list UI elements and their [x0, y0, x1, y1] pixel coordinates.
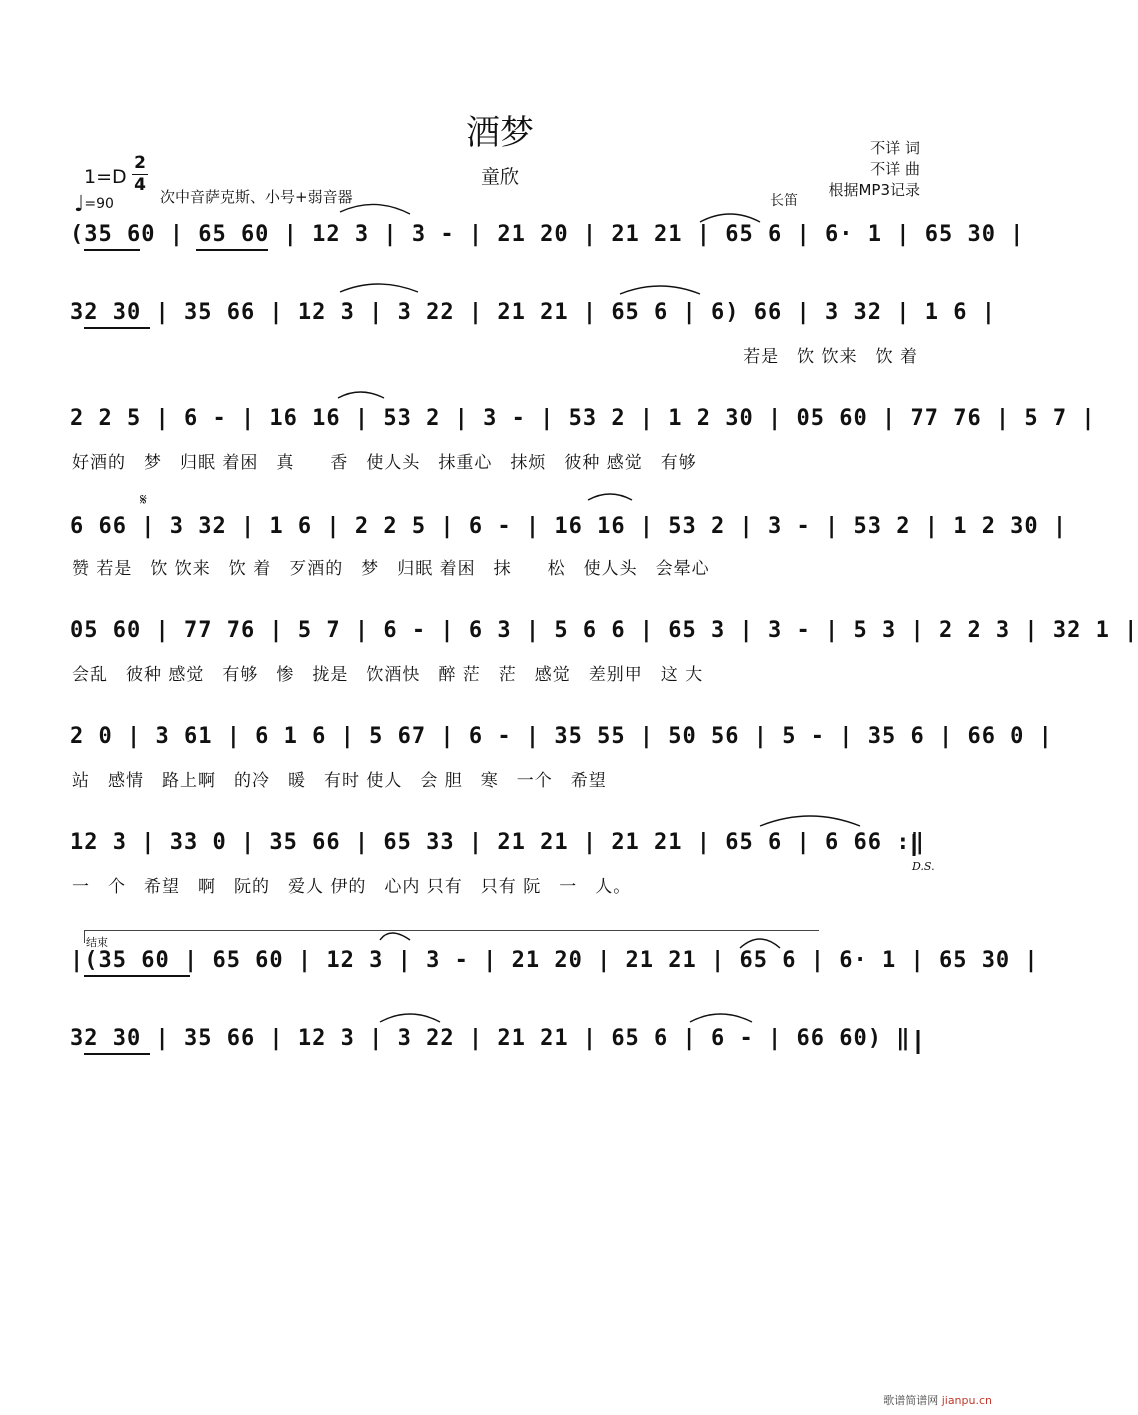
lyric-row-4: 赞 若是 饮 饮来 饮 着 歹酒的 梦 归眠 着困 抹 松 使人头 会晕心 — [72, 559, 710, 579]
lyric-row-6: 站 感情 路上啊 的冷 暖 有时 使人 会 胆 寒 一个 希望 — [72, 771, 607, 791]
notation-row-5: 05 60 | 77 76 | 5 7 | 6 - | 6 3 | 5 6 6 | 65 3 | 3 - | 5 3 | 2 2 3 | 32 1 | — [70, 618, 1138, 643]
song-title: 酒梦 — [466, 113, 534, 153]
lyric-row-3: 好酒的 梦 归眠 着困 真 香 使人头 抹重心 抹烦 彼种 感觉 有够 — [72, 453, 697, 473]
notation-row-4: 6 66 | 3 32 | 1 6 | 2 2 5 | 6 - | 16 16 | 53 2 | 3 - | 53 2 | 1 2 30 | — [70, 514, 1068, 539]
notation-row-8: |(35 60 | 65 60 | 12 3 | 3 - | 21 20 | 21 21 | 65 6 | 6· 1 | 65 30 | — [70, 948, 1039, 973]
lyric-row-2: 若是 饮 饮来 饮 着 — [743, 347, 918, 367]
notation-row-1: (35 60 | 65 60 | 12 3 | 3 - | 21 20 | 21 21 | 65 6 | 6· 1 | 65 30 | — [70, 222, 1025, 247]
watermark-url: jianpu.cn — [941, 1394, 992, 1407]
composer: 不详 曲 — [870, 160, 920, 178]
notation-row-2: 32 30 | 35 66 | 12 3 | 3 22 | 21 21 | 65 6 | 6) 66 | 3 32 | 1 6 | — [70, 300, 996, 325]
key-signature: 1=D — [84, 166, 127, 188]
lyric-row-7: 一 个 希望 啊 阮的 爱人 伊的 心内 只有 只有 阮 一 人。 — [72, 877, 632, 897]
notation-row-7: 12 3 | 33 0 | 35 66 | 65 33 | 21 21 | 21 21 | 65 6 | 6 66 :‖ — [70, 830, 925, 855]
segno-icon: 𝄋 — [140, 490, 147, 509]
transcriber: 根据MP3记录 — [828, 181, 920, 199]
instrumentation: 次中音萨克斯、小号+弱音器 — [160, 188, 353, 206]
ending-label: 结束 — [86, 936, 108, 949]
quarter-note-icon: ♩ — [74, 192, 85, 217]
singer: 童欣 — [480, 166, 519, 188]
flute-cue: 长笛 — [770, 193, 798, 209]
tempo-value: =90 — [84, 196, 114, 212]
notation-row-9: 32 30 | 35 66 | 12 3 | 3 22 | 21 21 | 65 6 | 6 - | 66 60) ‖ — [70, 1026, 911, 1051]
notation-row-3: 2 2 5 | 6 - | 16 16 | 53 2 | 3 - | 53 2 | 1 2 30 | 05 60 | 77 76 | 5 7 | — [70, 406, 1096, 431]
ds-mark: D.S. — [912, 860, 935, 873]
lyric-row-5: 会乱 彼种 感觉 有够 惨 拢是 饮酒快 醉 茫 茫 感觉 差别甲 这 大 — [72, 665, 704, 685]
notation-row-6: 2 0 | 3 61 | 6 1 6 | 5 67 | 6 - | 35 55 | 50 56 | 5 - | 35 6 | 66 0 | — [70, 724, 1053, 749]
watermark — [883, 1392, 992, 1408]
time-sig-top: 2 — [134, 153, 146, 173]
watermark-site: 歌谱简谱网 — [883, 1394, 939, 1407]
lyricist: 不详 词 — [870, 139, 920, 157]
time-sig-bottom: 4 — [134, 175, 146, 195]
